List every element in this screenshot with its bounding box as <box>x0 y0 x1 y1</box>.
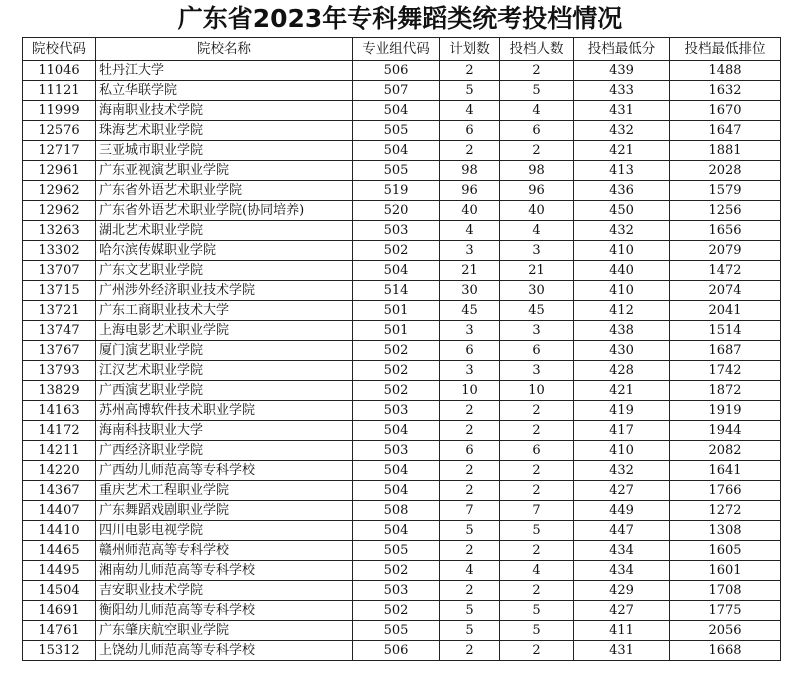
cell-min-rank: 1742 <box>670 361 781 381</box>
cell-school-code: 13707 <box>23 261 96 281</box>
table-row <box>23 421 781 441</box>
cell-min-rank: 1708 <box>670 581 781 601</box>
cell-min-score: 417 <box>574 421 670 441</box>
cell-school-code: 14691 <box>23 601 96 621</box>
cell-school-name: 厦门演艺职业学院 <box>96 341 353 361</box>
cell-group-code: 505 <box>353 541 440 561</box>
cell-group-code: 502 <box>353 601 440 621</box>
cell-min-rank: 1656 <box>670 221 781 241</box>
cell-school-name: 三亚城市职业学院 <box>96 141 353 161</box>
cell-plan-count: 21 <box>440 261 500 281</box>
table-row <box>23 581 781 601</box>
table-row <box>23 381 781 401</box>
cell-school-code: 14761 <box>23 621 96 641</box>
cell-school-code: 13793 <box>23 361 96 381</box>
table-row <box>23 221 781 241</box>
cell-school-code: 12962 <box>23 201 96 221</box>
cell-min-rank: 2028 <box>670 161 781 181</box>
cell-group-code: 501 <box>353 321 440 341</box>
cell-school-name: 广东肇庆航空职业学院 <box>96 621 353 641</box>
cell-min-score: 432 <box>574 221 670 241</box>
cell-min-score: 410 <box>574 281 670 301</box>
cell-group-code: 504 <box>353 101 440 121</box>
cell-school-code: 13263 <box>23 221 96 241</box>
cell-plan-count: 5 <box>440 81 500 101</box>
cell-group-code: 505 <box>353 121 440 141</box>
table-row <box>23 161 781 181</box>
cell-min-score: 434 <box>574 561 670 581</box>
cell-min-rank: 1670 <box>670 101 781 121</box>
cell-group-code: 502 <box>353 361 440 381</box>
cell-admitted-count: 21 <box>500 261 574 281</box>
cell-min-rank: 1514 <box>670 321 781 341</box>
cell-min-rank: 1687 <box>670 341 781 361</box>
cell-plan-count: 4 <box>440 221 500 241</box>
cell-admitted-count: 2 <box>500 581 574 601</box>
cell-admitted-count: 6 <box>500 121 574 141</box>
cell-admitted-count: 2 <box>500 401 574 421</box>
cell-group-code: 505 <box>353 161 440 181</box>
cell-group-code: 503 <box>353 401 440 421</box>
cell-school-name: 吉安职业技术学院 <box>96 581 353 601</box>
cell-school-name: 广东亚视演艺职业学院 <box>96 161 353 181</box>
cell-school-name: 广东舞蹈戏剧职业学院 <box>96 501 353 521</box>
cell-plan-count: 96 <box>440 181 500 201</box>
cell-school-code: 14495 <box>23 561 96 581</box>
page-title: 广东省2023年专科舞蹈类统考投档情况 <box>177 4 623 33</box>
cell-school-name: 重庆艺术工程职业学院 <box>96 481 353 501</box>
cell-admitted-count: 4 <box>500 561 574 581</box>
cell-school-name: 上饶幼儿师范高等专科学校 <box>96 641 353 661</box>
table-row <box>23 241 781 261</box>
cell-min-rank: 2082 <box>670 441 781 461</box>
cell-min-score: 410 <box>574 241 670 261</box>
cell-school-code: 11121 <box>23 81 96 101</box>
column-header-admitted-count: 投档人数 <box>500 38 574 61</box>
cell-school-name: 上海电影艺术职业学院 <box>96 321 353 341</box>
cell-plan-count: 2 <box>440 61 500 81</box>
cell-school-code: 14407 <box>23 501 96 521</box>
cell-admitted-count: 3 <box>500 361 574 381</box>
cell-school-code: 12717 <box>23 141 96 161</box>
cell-min-rank: 1605 <box>670 541 781 561</box>
cell-school-name: 海南科技职业大学 <box>96 421 353 441</box>
table-header-row <box>23 38 781 61</box>
cell-min-score: 439 <box>574 61 670 81</box>
cell-min-score: 449 <box>574 501 670 521</box>
cell-plan-count: 98 <box>440 161 500 181</box>
cell-min-score: 438 <box>574 321 670 341</box>
cell-min-score: 412 <box>574 301 670 321</box>
cell-admitted-count: 96 <box>500 181 574 201</box>
cell-group-code: 504 <box>353 261 440 281</box>
cell-group-code: 504 <box>353 481 440 501</box>
table-row <box>23 621 781 641</box>
cell-min-score: 430 <box>574 341 670 361</box>
cell-min-score: 419 <box>574 401 670 421</box>
table-row <box>23 321 781 341</box>
cell-group-code: 506 <box>353 641 440 661</box>
cell-group-code: 504 <box>353 461 440 481</box>
cell-admitted-count: 10 <box>500 381 574 401</box>
cell-group-code: 502 <box>353 381 440 401</box>
table-row <box>23 81 781 101</box>
cell-min-score: 434 <box>574 541 670 561</box>
cell-min-score: 429 <box>574 581 670 601</box>
cell-school-name: 珠海艺术职业学院 <box>96 121 353 141</box>
table-row <box>23 461 781 481</box>
table-row <box>23 561 781 581</box>
cell-plan-count: 2 <box>440 641 500 661</box>
cell-school-name: 湖北艺术职业学院 <box>96 221 353 241</box>
cell-group-code: 504 <box>353 521 440 541</box>
cell-min-rank: 1919 <box>670 401 781 421</box>
cell-admitted-count: 6 <box>500 341 574 361</box>
cell-min-rank: 1272 <box>670 501 781 521</box>
cell-admitted-count: 2 <box>500 61 574 81</box>
cell-min-rank: 1601 <box>670 561 781 581</box>
table-row <box>23 181 781 201</box>
cell-min-score: 432 <box>574 461 670 481</box>
cell-school-name: 广州涉外经济职业技术学院 <box>96 281 353 301</box>
cell-admitted-count: 5 <box>500 81 574 101</box>
cell-group-code: 520 <box>353 201 440 221</box>
cell-min-rank: 2079 <box>670 241 781 261</box>
cell-min-rank: 1944 <box>670 421 781 441</box>
table-row <box>23 101 781 121</box>
cell-plan-count: 5 <box>440 621 500 641</box>
cell-min-score: 447 <box>574 521 670 541</box>
column-header-school-name: 院校名称 <box>96 38 353 61</box>
cell-plan-count: 3 <box>440 241 500 261</box>
cell-school-code: 12962 <box>23 181 96 201</box>
cell-school-code: 13767 <box>23 341 96 361</box>
cell-group-code: 506 <box>353 61 440 81</box>
cell-admitted-count: 2 <box>500 481 574 501</box>
cell-admitted-count: 2 <box>500 541 574 561</box>
cell-school-name: 海南职业技术学院 <box>96 101 353 121</box>
column-header-school-code: 院校代码 <box>23 38 96 61</box>
cell-min-rank: 1647 <box>670 121 781 141</box>
cell-min-rank: 1488 <box>670 61 781 81</box>
table-row <box>23 121 781 141</box>
cell-school-code: 13302 <box>23 241 96 261</box>
cell-plan-count: 2 <box>440 581 500 601</box>
table-row <box>23 261 781 281</box>
table-row <box>23 141 781 161</box>
cell-group-code: 507 <box>353 81 440 101</box>
table-row <box>23 361 781 381</box>
cell-school-name: 湘南幼儿师范高等专科学校 <box>96 561 353 581</box>
cell-group-code: 502 <box>353 561 440 581</box>
cell-group-code: 514 <box>353 281 440 301</box>
cell-plan-count: 2 <box>440 461 500 481</box>
cell-plan-count: 2 <box>440 401 500 421</box>
cell-min-score: 427 <box>574 481 670 501</box>
table-body <box>23 61 781 661</box>
cell-school-name: 广西演艺职业学院 <box>96 381 353 401</box>
cell-min-rank: 1881 <box>670 141 781 161</box>
cell-group-code: 503 <box>353 581 440 601</box>
cell-school-code: 11999 <box>23 101 96 121</box>
cell-plan-count: 7 <box>440 501 500 521</box>
cell-admitted-count: 2 <box>500 641 574 661</box>
cell-plan-count: 3 <box>440 321 500 341</box>
cell-plan-count: 4 <box>440 101 500 121</box>
cell-min-rank: 1775 <box>670 601 781 621</box>
cell-min-score: 421 <box>574 141 670 161</box>
cell-min-score: 427 <box>574 601 670 621</box>
cell-school-name: 赣州师范高等专科学校 <box>96 541 353 561</box>
cell-admitted-count: 5 <box>500 521 574 541</box>
cell-min-score: 431 <box>574 101 670 121</box>
cell-admitted-count: 45 <box>500 301 574 321</box>
table-row <box>23 641 781 661</box>
cell-admitted-count: 3 <box>500 321 574 341</box>
cell-school-name: 广西经济职业学院 <box>96 441 353 461</box>
cell-min-rank: 2056 <box>670 621 781 641</box>
cell-plan-count: 2 <box>440 141 500 161</box>
cell-school-code: 14367 <box>23 481 96 501</box>
cell-min-rank: 1308 <box>670 521 781 541</box>
table-row <box>23 201 781 221</box>
cell-min-rank: 2074 <box>670 281 781 301</box>
table-row <box>23 61 781 81</box>
cell-min-score: 428 <box>574 361 670 381</box>
cell-school-name: 私立华联学院 <box>96 81 353 101</box>
cell-school-code: 14163 <box>23 401 96 421</box>
cell-school-code: 14504 <box>23 581 96 601</box>
cell-min-rank: 1668 <box>670 641 781 661</box>
cell-plan-count: 45 <box>440 301 500 321</box>
cell-admitted-count: 5 <box>500 601 574 621</box>
cell-min-score: 450 <box>574 201 670 221</box>
cell-group-code: 502 <box>353 241 440 261</box>
table-row <box>23 501 781 521</box>
cell-school-name: 广东省外语艺术职业学院(协同培养) <box>96 201 353 221</box>
table-row <box>23 441 781 461</box>
cell-plan-count: 40 <box>440 201 500 221</box>
cell-plan-count: 6 <box>440 341 500 361</box>
cell-plan-count: 2 <box>440 481 500 501</box>
cell-school-name: 四川电影电视学院 <box>96 521 353 541</box>
cell-min-score: 440 <box>574 261 670 281</box>
cell-admitted-count: 4 <box>500 221 574 241</box>
cell-school-name: 广东文艺职业学院 <box>96 261 353 281</box>
cell-admitted-count: 7 <box>500 501 574 521</box>
cell-group-code: 502 <box>353 341 440 361</box>
admission-table <box>22 37 781 661</box>
cell-school-code: 13747 <box>23 321 96 341</box>
cell-admitted-count: 4 <box>500 101 574 121</box>
cell-school-name: 江汉艺术职业学院 <box>96 361 353 381</box>
cell-school-code: 12576 <box>23 121 96 141</box>
table-row <box>23 341 781 361</box>
column-header-group-code: 专业组代码 <box>353 38 440 61</box>
cell-min-rank: 1872 <box>670 381 781 401</box>
cell-min-rank: 1641 <box>670 461 781 481</box>
table-row <box>23 521 781 541</box>
cell-group-code: 505 <box>353 621 440 641</box>
cell-school-name: 牡丹江大学 <box>96 61 353 81</box>
cell-min-score: 432 <box>574 121 670 141</box>
cell-min-score: 421 <box>574 381 670 401</box>
cell-group-code: 503 <box>353 441 440 461</box>
cell-plan-count: 6 <box>440 441 500 461</box>
cell-plan-count: 5 <box>440 601 500 621</box>
cell-plan-count: 2 <box>440 421 500 441</box>
cell-plan-count: 5 <box>440 521 500 541</box>
cell-min-score: 431 <box>574 641 670 661</box>
cell-min-rank: 1632 <box>670 81 781 101</box>
cell-admitted-count: 5 <box>500 621 574 641</box>
cell-school-code: 14172 <box>23 421 96 441</box>
cell-admitted-count: 2 <box>500 421 574 441</box>
cell-school-code: 15312 <box>23 641 96 661</box>
cell-plan-count: 3 <box>440 361 500 381</box>
table-row <box>23 481 781 501</box>
cell-min-rank: 1472 <box>670 261 781 281</box>
cell-admitted-count: 98 <box>500 161 574 181</box>
cell-admitted-count: 30 <box>500 281 574 301</box>
cell-school-code: 14410 <box>23 521 96 541</box>
column-header-min-rank: 投档最低排位 <box>670 38 781 61</box>
cell-min-score: 433 <box>574 81 670 101</box>
cell-group-code: 508 <box>353 501 440 521</box>
cell-group-code: 504 <box>353 421 440 441</box>
cell-plan-count: 2 <box>440 541 500 561</box>
cell-min-score: 411 <box>574 621 670 641</box>
table-row <box>23 401 781 421</box>
cell-school-name: 广东工商职业技术大学 <box>96 301 353 321</box>
cell-admitted-count: 6 <box>500 441 574 461</box>
cell-group-code: 519 <box>353 181 440 201</box>
cell-admitted-count: 2 <box>500 461 574 481</box>
cell-min-rank: 1579 <box>670 181 781 201</box>
cell-school-code: 11046 <box>23 61 96 81</box>
cell-admitted-count: 2 <box>500 141 574 161</box>
cell-school-name: 广西幼儿师范高等专科学校 <box>96 461 353 481</box>
cell-school-name: 苏州高博软件技术职业学院 <box>96 401 353 421</box>
cell-school-code: 14465 <box>23 541 96 561</box>
cell-school-code: 12961 <box>23 161 96 181</box>
table-row <box>23 541 781 561</box>
cell-school-name: 哈尔滨传媒职业学院 <box>96 241 353 261</box>
cell-admitted-count: 40 <box>500 201 574 221</box>
cell-plan-count: 4 <box>440 561 500 581</box>
cell-school-code: 13715 <box>23 281 96 301</box>
table-row <box>23 281 781 301</box>
cell-school-code: 14211 <box>23 441 96 461</box>
table-row <box>23 301 781 321</box>
column-header-plan-count: 计划数 <box>440 38 500 61</box>
cell-plan-count: 10 <box>440 381 500 401</box>
cell-min-score: 413 <box>574 161 670 181</box>
cell-min-rank: 1256 <box>670 201 781 221</box>
cell-school-code: 14220 <box>23 461 96 481</box>
cell-admitted-count: 3 <box>500 241 574 261</box>
cell-min-rank: 1766 <box>670 481 781 501</box>
cell-school-name: 广东省外语艺术职业学院 <box>96 181 353 201</box>
cell-min-rank: 2041 <box>670 301 781 321</box>
cell-group-code: 504 <box>353 141 440 161</box>
column-header-min-score: 投档最低分 <box>574 38 670 61</box>
cell-school-code: 13829 <box>23 381 96 401</box>
cell-school-name: 衡阳幼儿师范高等专科学校 <box>96 601 353 621</box>
cell-plan-count: 30 <box>440 281 500 301</box>
cell-group-code: 501 <box>353 301 440 321</box>
cell-school-code: 13721 <box>23 301 96 321</box>
table-row <box>23 601 781 621</box>
cell-plan-count: 6 <box>440 121 500 141</box>
cell-min-score: 410 <box>574 441 670 461</box>
cell-group-code: 503 <box>353 221 440 241</box>
cell-min-score: 436 <box>574 181 670 201</box>
